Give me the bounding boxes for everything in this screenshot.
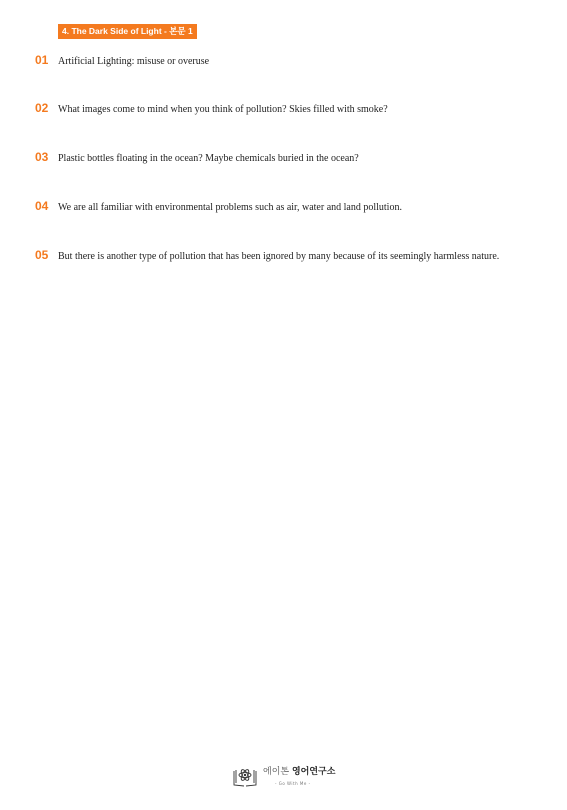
item-text: But there is another type of pollution that has been ignored by many because of its seemingly harmless nature. bbox=[58, 251, 500, 262]
brand-light-text: 에이톤 bbox=[263, 767, 290, 777]
item-number: 04 bbox=[35, 199, 49, 213]
item-number: 05 bbox=[35, 248, 49, 262]
footer-brand-block bbox=[232, 763, 342, 791]
item-number: 03 bbox=[35, 150, 49, 164]
item-text: What images come to mind when you think of pollution? Skies filled with smoke? bbox=[58, 104, 388, 115]
item-text: Artificial Lighting: misuse or overuse bbox=[58, 56, 210, 67]
brand-bold-text: 영어연구소 bbox=[291, 767, 336, 777]
item-text: We are all familiar with environmental problems such as air, water and land pollution. bbox=[58, 202, 402, 213]
atom-book-icon bbox=[232, 765, 258, 789]
footer-brand-name bbox=[263, 766, 335, 778]
footer-tagline: - Go With Me - bbox=[275, 781, 311, 786]
section-title-badge: 4. The Dark Side of Light - 본문 1 bbox=[58, 24, 197, 39]
item-number: 01 bbox=[35, 53, 49, 67]
item-text: Plastic bottles floating in the ocean? Maybe chemicals buried in the ocean? bbox=[58, 153, 359, 164]
item-number: 02 bbox=[35, 101, 49, 115]
